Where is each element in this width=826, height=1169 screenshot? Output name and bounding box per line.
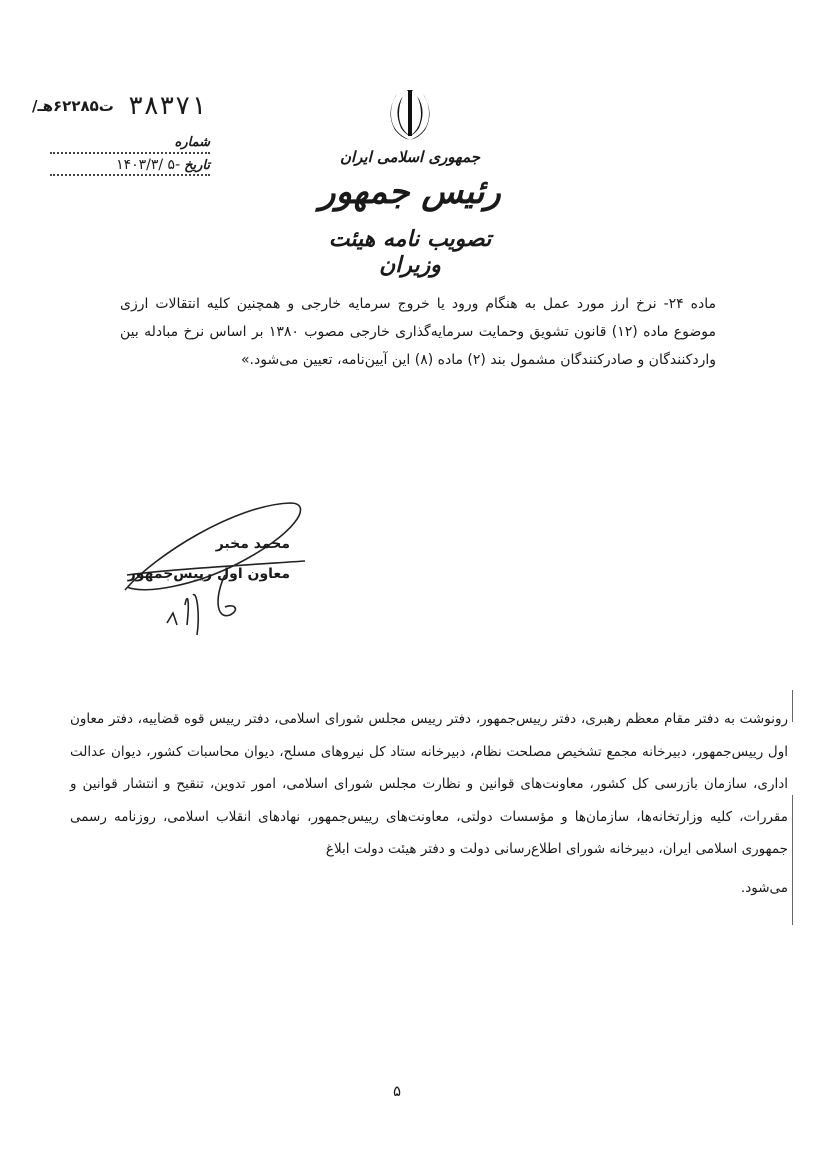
margin-mark bbox=[792, 795, 793, 925]
date-row bbox=[50, 154, 210, 176]
date-value: ۱۴۰۳/۳/ ۵- bbox=[116, 157, 181, 173]
margin-mark bbox=[792, 690, 793, 722]
date-label: تاریخ bbox=[184, 158, 210, 173]
country-name: جمهوری اسلامی ایران bbox=[339, 148, 481, 166]
distribution-list: رونوشت به دفتر مقام معظم رهبری، دفتر رییس‌جمهور، دفتر رییس مجلس شورای اسلامی، دفتر رییس قوه قضاییه، دفتر معاون اول رییس‌جمهور، دبیرخانه مجمع تشخیص مصلحت نظام، دبیرخانه ستاد کل نیروهای مسلح، دیوان محاسبات کشور، دیوان عدالت اداری، سازمان بازرسی کل کشور، معاونت‌های قوانین و نظارت مجلس شورای اسلامی، امور تدوین، تنقیح و انتشار قوانین و مقررات، کلیه وزارتخانه‌ها، سازمان‌ها و مؤسسات دولتی، معاونت‌های رییس‌جمهور، نهادهای انقلاب اسلامی، روزنامه رسمی جمهوری اسلامی ایران، دبیرخانه شورای اطلاع‌رسانی دولت و دفتر هیئت دولت ابلاغ bbox=[70, 711, 788, 857]
distribution-list-ending: می‌شود. bbox=[740, 880, 788, 896]
registration-number: ۳۸۳۷۱ bbox=[127, 91, 207, 121]
letter-meta bbox=[50, 132, 210, 176]
reference-code: /ت۶۲۲۸۵هـ bbox=[32, 97, 114, 115]
signatory-name: محمد مخبر bbox=[215, 536, 290, 552]
reference-line bbox=[32, 92, 272, 120]
document-type: تصویب نامه هیئت وزیران bbox=[328, 226, 492, 278]
article-body: ماده ۲۴- نرخ ارز مورد عمل به هنگام ورود یا خروج سرمایه خارجی و همچنین کلیه انتقالات ارزی موضوع ماده (۱۲) قانون تشویق وحمایت سرمایه‌گذاری خارجی مصوب ۱۳۸۰ بر اساس نرخ مبادله بین واردکنندگان و صادرکنندگان مشمول بند (۲) ماده (۸) این آیین‌نامه، تعیین می‌شود.» bbox=[120, 296, 717, 368]
number-label: شماره bbox=[174, 135, 210, 150]
office-title: رئیس جمهور bbox=[319, 172, 501, 212]
number-row bbox=[50, 132, 210, 154]
signatory-title: معاون اول رییس‌جمهور bbox=[127, 566, 290, 582]
page-number: ۵ bbox=[392, 1082, 402, 1100]
iran-emblem-icon bbox=[385, 88, 435, 142]
